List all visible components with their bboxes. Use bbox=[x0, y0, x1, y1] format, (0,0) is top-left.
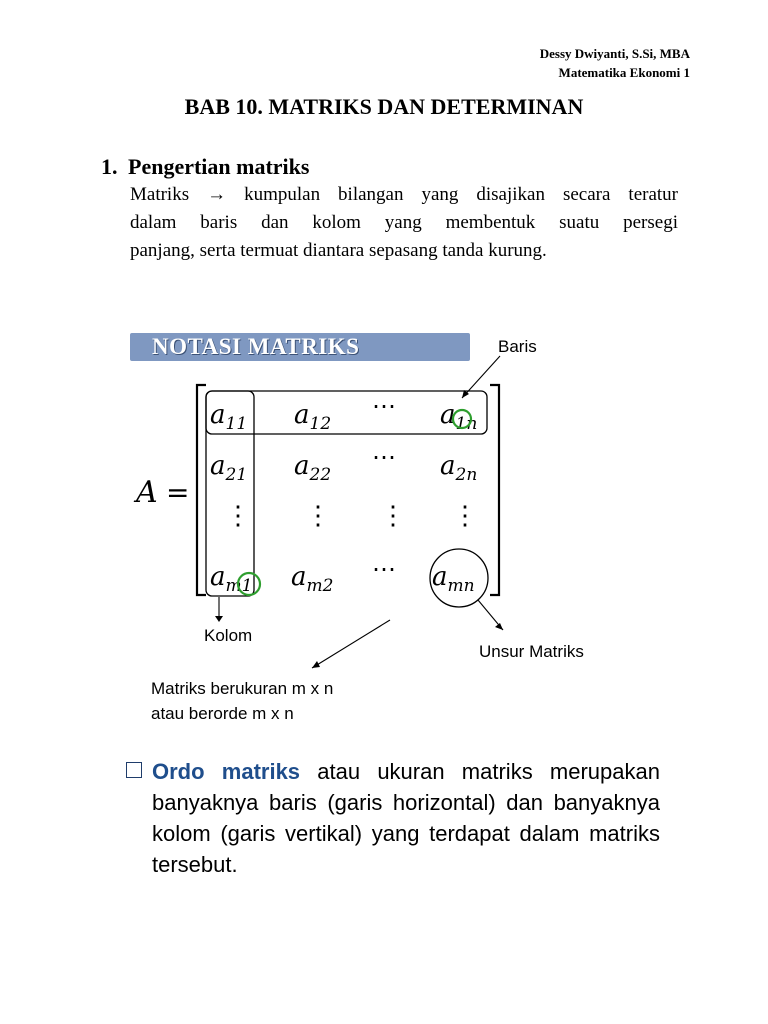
header-course: Matematika Ekonomi 1 bbox=[558, 65, 690, 80]
matrix-entry: $a_{21}$ bbox=[210, 451, 248, 485]
notasi-banner-text: NOTASI MATRIKS bbox=[152, 334, 360, 359]
ordo-line bbox=[128, 756, 660, 787]
matrix-entry: $a_{11}$ bbox=[210, 400, 248, 434]
label-baris: Baris bbox=[498, 337, 537, 356]
matrix-entries bbox=[210, 392, 478, 596]
arrowhead-unsur bbox=[495, 623, 503, 630]
arrow-baris bbox=[462, 356, 500, 398]
ordo-key-term: Ordo matriks bbox=[152, 759, 301, 784]
ordo-line-text: atau ukuran matriks merupakan bbox=[300, 759, 660, 784]
arrowhead-ukuran bbox=[312, 661, 320, 668]
arrow-ukuran bbox=[312, 620, 390, 668]
definition-line: panjang, serta termuat diantara sepasang tanda kurung. bbox=[130, 240, 547, 261]
left-bracket bbox=[197, 385, 206, 595]
matrix-entry: $a_{12}$ bbox=[294, 400, 332, 434]
section-title: Pengertian matriks bbox=[128, 154, 310, 179]
arrowhead-kolom bbox=[215, 616, 223, 622]
label-ukuran-line2: atau berorde m x n bbox=[151, 704, 294, 723]
matrix-entry: $a_{m1}$ bbox=[210, 562, 253, 596]
matrix-entry: ⋮ bbox=[380, 501, 406, 531]
equals-sign: = bbox=[166, 476, 190, 509]
header-author: Dessy Dwiyanti, S.Si, MBA bbox=[539, 46, 690, 61]
matrix-entry: $a_{22}$ bbox=[294, 451, 332, 485]
matrix-entry: ⋯ bbox=[372, 555, 396, 583]
ordo-paragraph bbox=[128, 756, 660, 880]
matrix-entry: ⋯ bbox=[372, 392, 396, 420]
ordo-line: banyaknya baris (garis horizontal) dan banyaknya bbox=[152, 790, 660, 815]
right-bracket bbox=[490, 385, 499, 595]
checkbox-bullet-icon bbox=[126, 762, 142, 778]
ordo-line: kolom (garis vertikal) yang terdapat dalam matriks bbox=[152, 821, 660, 846]
definition-line: Matriks → kumpulan bilangan yang disajikan secara teratur bbox=[130, 184, 678, 205]
ordo-line: tersebut. bbox=[152, 852, 238, 877]
matrix-entry: $a_{2n}$ bbox=[440, 451, 478, 485]
matrix-entry: $a_{m2}$ bbox=[291, 562, 334, 596]
section-number: 1. bbox=[101, 154, 118, 179]
matrix-entry: ⋯ bbox=[372, 443, 396, 471]
page-title: BAB 10. MATRIKS DAN DETERMINAN bbox=[184, 94, 584, 119]
definition-line: dalam baris dan kolom yang membentuk suatu persegi bbox=[130, 212, 678, 233]
matrix-entry: ⋮ bbox=[305, 501, 331, 531]
label-kolom: Kolom bbox=[204, 626, 253, 645]
label-unsur-matriks: Unsur Matriks bbox=[479, 642, 584, 661]
label-ukuran-line1: Matriks berukuran m x n bbox=[151, 679, 334, 698]
matrix-entry: ⋮ bbox=[452, 501, 478, 531]
matrix-name: A bbox=[136, 475, 158, 510]
matrix-entry: $a_{1n}$ bbox=[440, 400, 478, 434]
matrix-entry: ⋮ bbox=[225, 501, 251, 531]
matrix-entry: $a_{mn}$ bbox=[432, 562, 475, 596]
